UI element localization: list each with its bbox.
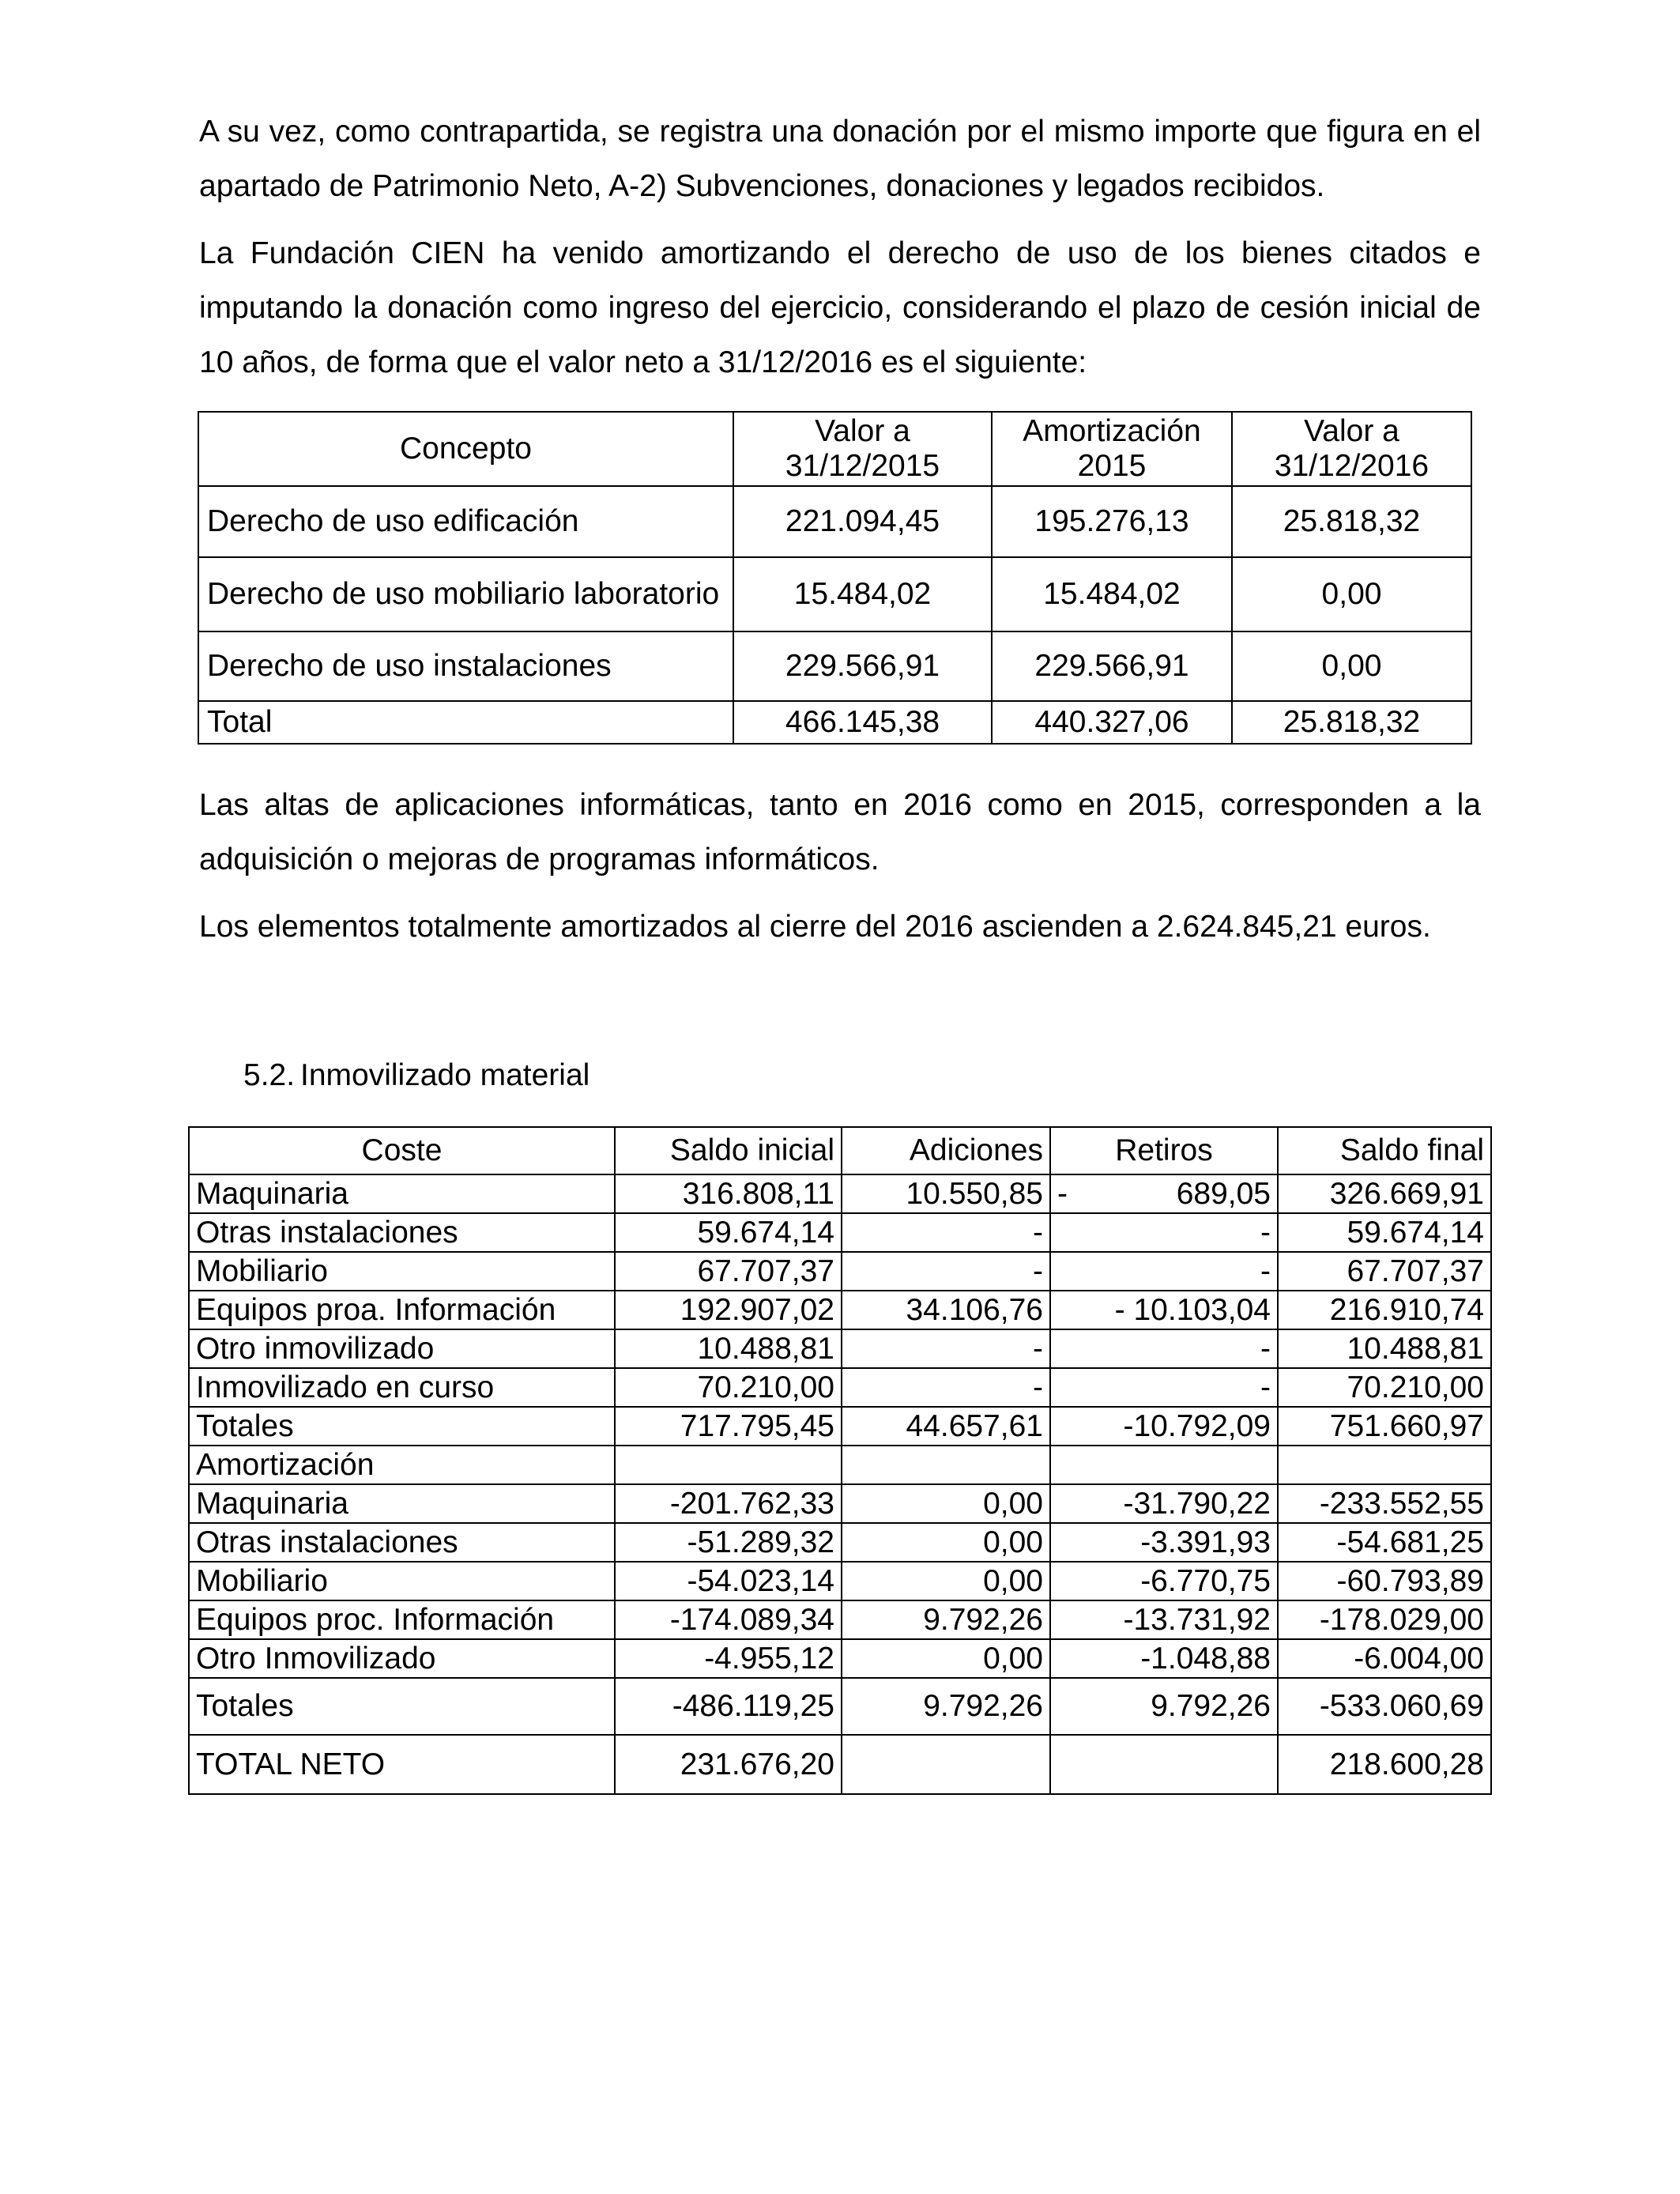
retiros-cell	[1050, 1213, 1278, 1252]
retiros-value	[1057, 1176, 1271, 1212]
saldo-inicial-cell: 10.488,81	[615, 1329, 842, 1368]
header-cell: Amortización 2015	[992, 412, 1232, 486]
retiros-amount: -	[1260, 1215, 1271, 1250]
paragraph-aplicaciones: Las altas de aplicaciones informáticas, tanto en 2016 como en 2015, corresponden a la adquisición o mejoras de programas informáticos.	[199, 788, 1481, 876]
adiciones-cell: 0,00	[842, 1639, 1050, 1678]
saldo-inicial-cell: 717.795,45	[615, 1407, 842, 1446]
row-label: Maquinaria	[189, 1484, 615, 1523]
saldo-final-cell: 59.674,14	[1278, 1213, 1491, 1252]
adiciones-cell	[842, 1446, 1050, 1484]
retiros-amount: -6.770,75	[1140, 1563, 1271, 1598]
value-cell: 25.818,32	[1232, 486, 1471, 557]
value-cell: 221.094,45	[733, 486, 992, 557]
saldo-inicial-cell: 231.676,20	[615, 1735, 842, 1794]
adiciones-cell: -	[842, 1252, 1050, 1291]
paragraph-contrapartida: A su vez, como contrapartida, se registra una donación por el mismo importe que figura en el apartado de Patrimonio Neto, A-2) Subvenciones, donaciones y legados recibidos.	[199, 115, 1481, 203]
row-label: Mobiliario	[189, 1252, 615, 1291]
saldo-inicial-cell	[615, 1446, 842, 1484]
value-cell: 466.145,38	[733, 701, 992, 744]
saldo-inicial-cell: 316.808,11	[615, 1174, 842, 1213]
section-title: Inmovilizado material	[300, 1058, 590, 1092]
retiros-amount: 689,05	[1176, 1176, 1271, 1211]
adiciones-cell: -	[842, 1368, 1050, 1407]
saldo-final-cell: 751.660,97	[1278, 1407, 1491, 1446]
retiros-amount: - 10.103,04	[1114, 1292, 1271, 1327]
retiros-value	[1057, 1563, 1271, 1600]
row-label: Otro inmovilizado	[189, 1329, 615, 1368]
retiros-value	[1057, 1331, 1271, 1367]
retiros-value	[1057, 1602, 1271, 1638]
adiciones-cell: -	[842, 1213, 1050, 1252]
retiros-amount: -	[1260, 1370, 1271, 1404]
table-row	[189, 1639, 1491, 1678]
retiros-cell	[1050, 1523, 1278, 1562]
adiciones-cell: 9.792,26	[842, 1678, 1050, 1735]
retiros-cell	[1050, 1252, 1278, 1291]
header-cell: Adiciones	[842, 1127, 1050, 1174]
section-heading	[243, 1056, 590, 1095]
retiros-value	[1057, 1408, 1271, 1445]
value-cell: 440.327,06	[992, 701, 1232, 744]
table-row	[189, 1600, 1491, 1639]
retiros-cell	[1050, 1562, 1278, 1600]
value-cell: 195.276,13	[992, 486, 1232, 557]
saldo-inicial-cell: -201.762,33	[615, 1484, 842, 1523]
value-cell: 229.566,91	[992, 631, 1232, 701]
saldo-final-cell: -233.552,55	[1278, 1484, 1491, 1523]
adiciones-cell: -	[842, 1329, 1050, 1368]
retiros-cell	[1050, 1639, 1278, 1678]
saldo-final-cell: -6.004,00	[1278, 1639, 1491, 1678]
header-cell: Retiros	[1050, 1127, 1278, 1174]
row-label: Otras instalaciones	[189, 1213, 615, 1252]
retiros-cell	[1050, 1407, 1278, 1446]
saldo-final-cell: -60.793,89	[1278, 1562, 1491, 1600]
retiros-amount: -10.792,09	[1123, 1408, 1271, 1443]
row-label: Derecho de uso mobiliario laboratorio	[198, 557, 733, 631]
retiros-cell	[1050, 1446, 1278, 1484]
saldo-inicial-cell: 192.907,02	[615, 1291, 842, 1329]
header-cell: Concepto	[198, 412, 733, 486]
retiros-amount: 9.792,26	[1151, 1689, 1271, 1723]
retiros-value	[1057, 1688, 1271, 1725]
row-label: Derecho de uso edificación	[198, 486, 733, 557]
retiros-cell	[1050, 1484, 1278, 1523]
retiros-cell	[1050, 1291, 1278, 1329]
inmovilizado-material-table	[188, 1126, 1492, 1795]
retiros-value	[1057, 1486, 1271, 1522]
table-row	[189, 1562, 1491, 1600]
header-cell: Saldo inicial	[615, 1127, 842, 1174]
row-label: Amortización	[189, 1446, 615, 1484]
table-header-row	[189, 1127, 1491, 1174]
retiros-sign: -	[1057, 1176, 1068, 1211]
saldo-inicial-cell: -54.023,14	[615, 1562, 842, 1600]
retiros-amount: -3.391,93	[1140, 1525, 1271, 1559]
table-row	[198, 486, 1471, 557]
adiciones-cell	[842, 1735, 1050, 1794]
table-row	[189, 1678, 1491, 1735]
section-number: 5.2.	[243, 1058, 296, 1092]
retiros-cell	[1050, 1735, 1278, 1794]
retiros-amount: -	[1260, 1253, 1271, 1288]
table-row	[189, 1407, 1491, 1446]
row-label: Otras instalaciones	[189, 1523, 615, 1562]
saldo-inicial-cell: -174.089,34	[615, 1600, 842, 1639]
table-row	[189, 1446, 1491, 1484]
saldo-inicial-cell: -486.119,25	[615, 1678, 842, 1735]
retiros-value	[1057, 1370, 1271, 1406]
saldo-final-cell: 67.707,37	[1278, 1252, 1491, 1291]
saldo-inicial-cell: -4.955,12	[615, 1639, 842, 1678]
row-label: Equipos proa. Información	[189, 1291, 615, 1329]
value-cell: 15.484,02	[992, 557, 1232, 631]
retiros-amount: -1.048,88	[1140, 1641, 1271, 1676]
saldo-final-cell: -533.060,69	[1278, 1678, 1491, 1735]
table-row	[189, 1523, 1491, 1562]
table-row	[189, 1329, 1491, 1368]
saldo-inicial-cell: 59.674,14	[615, 1213, 842, 1252]
retiros-value	[1057, 1215, 1271, 1251]
saldo-final-cell: 10.488,81	[1278, 1329, 1491, 1368]
table-row	[189, 1213, 1491, 1252]
retiros-cell	[1050, 1678, 1278, 1735]
table-row	[189, 1368, 1491, 1407]
value-cell: 25.818,32	[1232, 701, 1471, 744]
row-label: Totales	[189, 1678, 615, 1735]
adiciones-cell: 0,00	[842, 1484, 1050, 1523]
saldo-final-cell: 218.600,28	[1278, 1735, 1491, 1794]
retiros-amount: -13.731,92	[1123, 1602, 1271, 1637]
retiros-value	[1057, 1525, 1271, 1561]
paragraph-amortizacion: La Fundación CIEN ha venido amortizando el derecho de uso de los bienes citados e imputando la donación como ingreso del ejercicio, considerando el plazo de cesión inicial de 10 años, de forma que el valor neto a 31/12/2016 es el siguiente:	[199, 236, 1481, 379]
saldo-final-cell	[1278, 1446, 1491, 1484]
saldo-final-cell: -54.681,25	[1278, 1523, 1491, 1562]
saldo-final-cell: -178.029,00	[1278, 1600, 1491, 1639]
saldo-final-cell: 70.210,00	[1278, 1368, 1491, 1407]
adiciones-cell: 9.792,26	[842, 1600, 1050, 1639]
row-label: Maquinaria	[189, 1174, 615, 1213]
retiros-cell	[1050, 1368, 1278, 1407]
table-row	[189, 1252, 1491, 1291]
value-cell: 15.484,02	[733, 557, 992, 631]
row-label: Equipos proc. Información	[189, 1600, 615, 1639]
header-cell: Valor a 31/12/2016	[1232, 412, 1471, 486]
table-row	[189, 1291, 1491, 1329]
header-cell: Valor a 31/12/2015	[733, 412, 992, 486]
saldo-inicial-cell: 67.707,37	[615, 1252, 842, 1291]
row-label: Derecho de uso instalaciones	[198, 631, 733, 701]
adiciones-cell: 44.657,61	[842, 1407, 1050, 1446]
saldo-inicial-cell: -51.289,32	[615, 1523, 842, 1562]
retiros-amount: -31.790,22	[1123, 1486, 1271, 1521]
header-cell: Coste	[189, 1127, 615, 1174]
derecho-uso-table	[198, 411, 1472, 745]
value-cell: 0,00	[1232, 631, 1471, 701]
table-row	[189, 1735, 1491, 1794]
row-label: TOTAL NETO	[189, 1735, 615, 1794]
table-row	[189, 1174, 1491, 1213]
table-total-row	[198, 701, 1471, 744]
saldo-final-cell: 326.669,91	[1278, 1174, 1491, 1213]
table-header-row	[198, 412, 1471, 486]
value-cell: 0,00	[1232, 557, 1471, 631]
saldo-inicial-cell: 70.210,00	[615, 1368, 842, 1407]
row-label: Otro Inmovilizado	[189, 1639, 615, 1678]
retiros-cell	[1050, 1329, 1278, 1368]
retiros-value	[1057, 1641, 1271, 1677]
adiciones-cell: 34.106,76	[842, 1291, 1050, 1329]
retiros-cell	[1050, 1174, 1278, 1213]
adiciones-cell: 0,00	[842, 1562, 1050, 1600]
retiros-amount: -	[1260, 1331, 1271, 1366]
row-label: Totales	[189, 1407, 615, 1446]
value-cell: 229.566,91	[733, 631, 992, 701]
adiciones-cell: 0,00	[842, 1523, 1050, 1562]
adiciones-cell: 10.550,85	[842, 1174, 1050, 1213]
row-label: Inmovilizado en curso	[189, 1368, 615, 1407]
retiros-value	[1057, 1292, 1271, 1329]
table-row	[189, 1484, 1491, 1523]
row-label: Mobiliario	[189, 1562, 615, 1600]
table-row	[198, 631, 1471, 701]
table-row	[198, 557, 1471, 631]
retiros-cell	[1050, 1600, 1278, 1639]
retiros-value	[1057, 1253, 1271, 1290]
saldo-final-cell: 216.910,74	[1278, 1291, 1491, 1329]
paragraph-totalmente-amortizados: Los elementos totalmente amortizados al cierre del 2016 ascienden a 2.624.845,21 euros.	[199, 910, 1431, 944]
header-cell: Saldo final	[1278, 1127, 1491, 1174]
row-label: Total	[198, 701, 733, 744]
